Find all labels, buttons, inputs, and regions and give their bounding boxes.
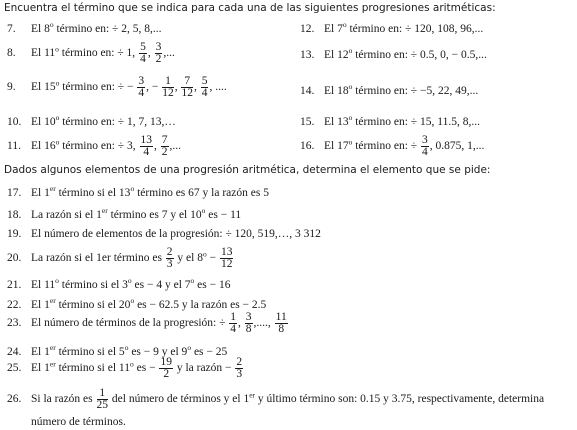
exercise-10: 10. El 10$^o$ término en: ÷ 1, 7, 13,… (7, 113, 176, 128)
exercise-22: 22. El 1er término si el 20$^o$ es − 62.5 y la razón es − 2.5 (7, 296, 267, 311)
instructions-heading-1: Encuentra el término que se indica para cada una de las siguientes progresiones aritméticas: (4, 2, 496, 14)
exercise-15: 15. El 13$^o$ término en: ÷ 15, 11.5, 8,... (300, 113, 480, 128)
exercise-23: 23. El número de términos de la progresión: ÷ $\frac{1}{4}$ , $\frac{3}{8}$ ,...., $\frac{11}{8}$ (7, 311, 287, 335)
exercise-17: 17. El 1er término si el 13$^o$ término es 67 y la razón es 5 (7, 184, 269, 199)
exercise-8: 8. El 11$^o$ término en: ÷ 1, $\frac{5}{4}$ , $\frac{3}{2}$ ,... (7, 41, 175, 65)
exercise-20: 20. La razón si el 1er término es $\frac{2}{3}$ y el $8^o$ − $\frac{13}{12}$ (7, 246, 233, 270)
exercise-18: 18. La razón si el 1er término es 7 y el 10$^o$ es − 11 (7, 206, 242, 221)
exercise-26-continuation: número de términos. (31, 416, 126, 428)
exercise-25: 25. El 1er término si el 11$^o$ es − $\frac{19}{2}$ y la razón − $\frac{2}{3}$ (7, 356, 243, 380)
exercise-19: 19. El número de elementos de la progresión: ÷ 120, 519,…, 3 312 (7, 228, 321, 240)
exercise-24: 24. El 1er término si el 5$^o$ es − 9 y el 9$^o$ es − 25 (7, 343, 228, 358)
exercise-11: 11. El 16$^o$ término en: ÷ 3, $\frac{13}{4}$ , $\frac{7}{2}$ ,... (7, 134, 181, 158)
exercise-26: 26. Si la razón es $\frac{1}{25}$ del número de términos y el 1er y último término son: 0.15 y 3.75, respectivamente, determina (7, 387, 545, 411)
exercise-21: 21. El 11$^o$ término si el 3$^o$ es − 4 y el 7$^o$ es − 16 (7, 276, 231, 291)
exercise-12: 12. El 7$^o$ término en: ÷ 120, 108, 96,... (300, 20, 484, 35)
exercise-7: 7. El 8$^o$ término en: ÷ 2, 5, 8,... (7, 20, 162, 35)
exercise-14: 14. El 18$^o$ término en: ÷ −5, 22, 49,... (300, 82, 479, 97)
instructions-heading-2: Dados algunos elementos de una progresión aritmética, determina el elemento que se pide: (4, 164, 491, 176)
exercise-16: 16. El 17$^o$ término en: ÷ $\frac{3}{4}$ , 0.875, 1,... (300, 134, 485, 158)
exercise-13: 13. El 12$^o$ término en: ÷ 0.5, 0, − 0.5,... (300, 46, 487, 61)
exercise-9: 9. El 15$^o$ término en: ÷ − $\frac{3}{4}$ , − $\frac{1}{12}$ , $\frac{7}{12}$ , $\frac{5}{4}$ , .... (7, 75, 227, 99)
